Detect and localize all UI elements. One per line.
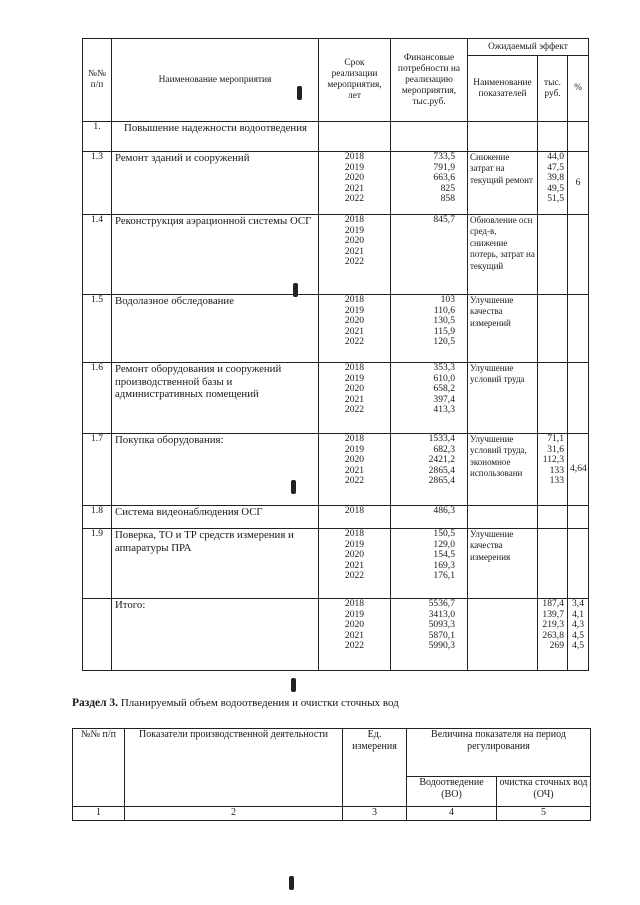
saving-list [538,363,568,434]
measure-name: Итого: [112,599,319,671]
measures-table [82,38,589,671]
finance-list-value: 791,9 [433,161,455,173]
scan-mark [297,86,302,100]
row-number: 1.3 [83,152,112,215]
year-list-value: 2020 [344,454,365,466]
finance-list [391,434,468,506]
effect-percent [568,506,589,529]
finance-list-value: 353,3 [433,362,455,373]
year-list-value: 2018 [344,214,365,225]
section-3-heading [72,697,399,709]
year-list-value: 2022 [344,336,365,348]
year-list-value: 2018 [344,294,365,305]
indicator-name: Обновление осн сред-в, снижение потерь, затрат на текущий [468,215,538,295]
finance-list [391,599,468,671]
year-list-value: 2019 [344,372,365,384]
finance-list-value: 5990,3 [428,640,455,652]
indicator-name [468,599,538,671]
saving-list [538,506,568,529]
indicator-name: Улучшение условий труда [468,363,538,434]
year-list-value: 2022 [344,193,365,205]
year-list-value: 2022 [344,640,365,652]
year-list [319,215,391,295]
t2-col-number: 4 [407,807,497,821]
row-number: 1.5 [83,295,112,363]
measure-name: Покупка оборудования: [112,434,319,506]
year-list-value: 2019 [344,304,365,316]
year-list-value: 2021 [344,325,365,337]
effect-percent [568,295,589,363]
finance-list-value: 682,3 [433,443,455,455]
measure-row [83,363,589,434]
saving-list [538,599,568,671]
measure-row [83,215,589,295]
scan-mark [289,876,294,890]
scan-mark [293,283,298,297]
header-finance: Финансовые потребности на реализацию мероприятия, тыс.руб. [391,39,468,122]
saving-list [538,295,568,363]
finance-list-value: 110,6 [433,304,455,316]
year-list-value: 2018 [344,433,365,444]
finance-list-value: 858 [440,193,455,205]
year-list-value: 2018 [344,505,365,516]
year-list [319,363,391,434]
row-number: 1.7 [83,434,112,506]
year-list-value: 2021 [344,464,365,476]
row-number: 1.6 [83,363,112,434]
measure-row [83,434,589,506]
section-row [83,122,589,152]
finance-list-value: 169,3 [433,559,455,571]
finance-list-value: 5093,3 [428,619,455,631]
percent-list-value: 4,1 [572,608,584,620]
year-list-value: 2021 [344,182,365,194]
saving-list-value: 263,8 [542,629,564,641]
row-number [83,599,112,671]
finance-list-value: 5536,7 [428,598,455,609]
saving-list-value: 47,5 [547,161,564,173]
measure-row [83,599,589,671]
year-list-value: 2019 [344,224,365,236]
scan-mark [291,480,296,494]
saving-list-value: 133 [549,464,564,476]
measure-name: Водолазное обследование [112,295,319,363]
saving-list-value: 219,3 [542,619,564,631]
effect-percent: 4,64 [568,434,589,506]
effect-percent [568,363,589,434]
year-list [319,529,391,599]
year-list-value: 2020 [344,172,365,184]
indicator-name: Улучшение условий труда, экономное использовани [468,434,538,506]
saving-list-value: 187,4 [542,598,564,609]
year-list-value: 2021 [344,629,365,641]
measure-name: Реконструкция аэрационной системы ОСГ [112,215,319,295]
measure-row [83,295,589,363]
year-list-value: 2022 [344,404,365,416]
percent-list [568,599,589,671]
measure-name: Ремонт оборудования и сооружений производственной базы и административных помещений [112,363,319,434]
saving-list-value: 112,3 [542,454,564,466]
percent-list-value: 4,3 [572,619,584,631]
year-list-value: 2019 [344,161,365,173]
effect-percent [568,215,589,295]
row-number: 1.8 [83,506,112,529]
saving-list-value: 39,8 [547,172,564,184]
percent-list-value: 4,5 [572,640,584,652]
indicator-name: Улучшение качества измерения [468,529,538,599]
year-list [319,506,391,529]
percent-list-value: 3,4 [572,598,584,609]
saving-list-value: 49,5 [547,182,564,194]
finance-list-value: 413,3 [433,404,455,416]
finance-list-value: 5870,1 [428,629,455,641]
finance-list-value: 115,9 [433,325,455,337]
year-list-value: 2022 [344,570,365,582]
header-thousand-rub: тыс. руб. [538,56,568,122]
t2-col-number: 3 [343,807,407,821]
measure-row [83,529,589,599]
section-3-label: Раздел 3. [72,697,119,709]
header-indicator-name: Наименование показателей [468,56,538,122]
finance-list-value: 825 [440,182,455,194]
year-list-value: 2022 [344,475,365,487]
finance-list-value: 2421,2 [428,454,455,466]
year-list-value: 2020 [344,235,365,247]
finance-list-value: 397,4 [433,393,455,405]
section-num: 1. [83,122,112,152]
finance-list [391,152,468,215]
finance-list-value: 658,2 [433,383,455,395]
t2-header-och: очистка сточных вод (ОЧ) [497,777,591,807]
saving-list-value: 269 [549,640,564,652]
year-list-value: 2018 [344,598,365,609]
percent-list-value: 4,5 [572,629,584,641]
finance-list-value: 845,7 [433,214,455,225]
saving-list-value: 44,0 [547,151,564,162]
year-list-value: 2020 [344,549,365,561]
year-list-value: 2018 [344,362,365,373]
t2-header-num: №№ п/п [73,729,125,807]
year-list-value: 2020 [344,315,365,327]
finance-list-value: 663,6 [433,172,455,184]
year-list-value: 2018 [344,151,365,162]
finance-list-value: 103 [440,294,455,305]
header-measure-name: Наименование мероприятия [112,39,319,122]
saving-list [538,215,568,295]
row-number: 1.9 [83,529,112,599]
header-num: №№ п/п [83,39,112,122]
year-list-value: 2022 [344,256,365,268]
year-list [319,434,391,506]
finance-list-value: 176,1 [433,570,455,582]
indicator-name: Улучшение качества измерений [468,295,538,363]
finance-list [391,506,468,529]
t2-col-number: 1 [73,807,125,821]
t2-header-unit: Ед. измерения [343,729,407,807]
indicator-name [468,506,538,529]
year-list [319,599,391,671]
t2-header-value: Величина показателя на период регулирования [407,729,591,777]
saving-list-value: 139,7 [542,608,564,620]
measure-name: Система видеонаблюдения ОСГ [112,506,319,529]
year-list-value: 2020 [344,383,365,395]
finance-list-value: 3413,0 [428,608,455,620]
saving-list [538,529,568,599]
finance-list-value: 610,0 [433,372,455,384]
measure-row [83,506,589,529]
year-list-value: 2019 [344,538,365,550]
measure-name: Поверка, ТО и ТР средств измерения и аппаратуры ПРА [112,529,319,599]
finance-list-value: 130,5 [433,315,455,327]
effect-percent: 6 [568,152,589,215]
year-list-value: 2019 [344,608,365,620]
measure-row [83,152,589,215]
section-name: Повышение надежности водоотведения [112,122,319,152]
finance-list-value: 486,3 [433,505,455,516]
t2-col-number: 5 [497,807,591,821]
saving-list [538,152,568,215]
effect-percent [568,529,589,599]
year-list-value: 2020 [344,619,365,631]
year-list-value: 2018 [344,528,365,539]
row-number: 1.4 [83,215,112,295]
year-list-value: 2019 [344,443,365,455]
finance-list-value: 120,5 [433,336,455,348]
finance-list-value: 129,0 [433,538,455,550]
finance-list-value: 733,5 [433,151,455,162]
finance-list [391,529,468,599]
finance-list-value: 154,5 [433,549,455,561]
year-list [319,295,391,363]
header-percent: % [568,56,589,122]
volume-table [72,728,591,821]
year-list [319,152,391,215]
finance-list [391,363,468,434]
saving-list-value: 51,5 [547,193,564,205]
year-list-value: 2021 [344,245,365,257]
saving-list-value: 133 [549,475,564,487]
year-list-value: 2021 [344,559,365,571]
header-term: Срок реализации мероприятия, лет [319,39,391,122]
measure-name: Ремонт зданий и сооружений [112,152,319,215]
finance-list [391,215,468,295]
year-list-value: 2021 [344,393,365,405]
finance-list-value: 1533,4 [428,433,455,444]
finance-list-value: 2865,4 [428,464,455,476]
indicator-name: Снижение затрат на текущий ремонт [468,152,538,215]
saving-list-value: 31,6 [547,443,564,455]
header-expected-effect: Ожидаемый эффект [468,39,589,56]
finance-list-value: 2865,4 [428,475,455,487]
saving-list-value: 71,1 [547,433,564,444]
finance-list-value: 150,5 [433,528,455,539]
finance-list [391,295,468,363]
saving-list [538,434,568,506]
t2-header-indicators: Показатели производственной деятельности [125,729,343,807]
t2-col-number: 2 [125,807,343,821]
section-3-title: Планируемый объем водоотведения и очистки сточных вод [120,697,399,709]
t2-header-vo: Водоотведение (ВО) [407,777,497,807]
scan-mark [291,678,296,692]
